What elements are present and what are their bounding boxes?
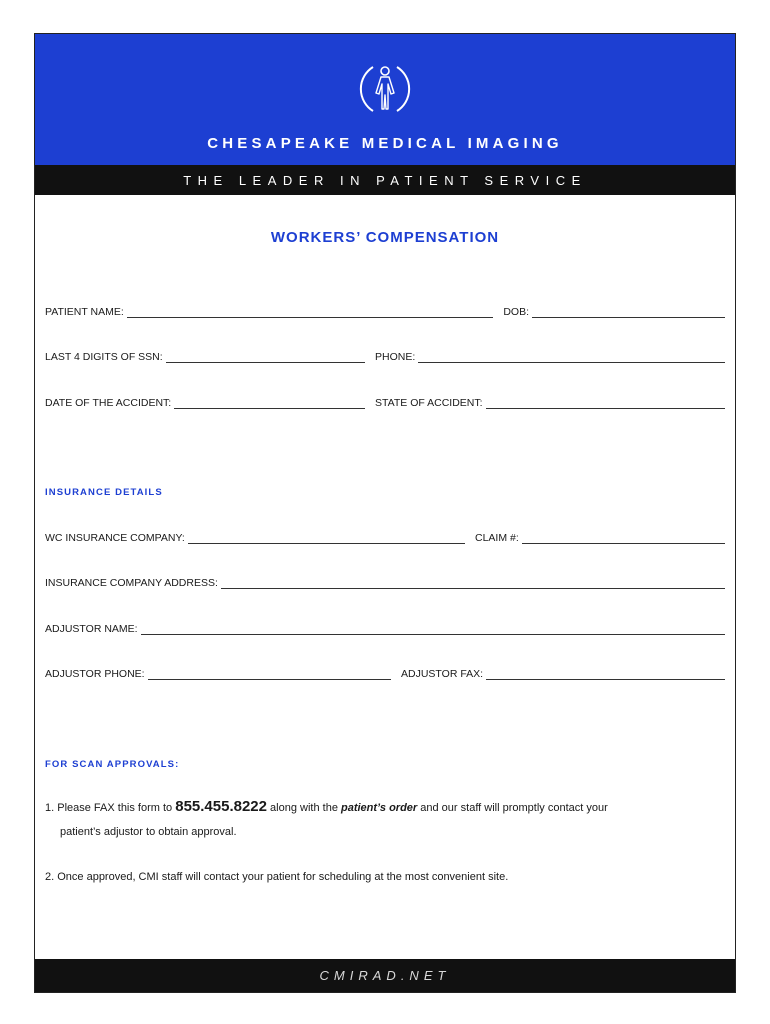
- patient-name-label: PATIENT NAME:: [45, 306, 124, 318]
- adjustor-name-label: ADJUSTOR NAME:: [45, 623, 138, 635]
- patient-name-field[interactable]: [45, 306, 493, 318]
- approval-step-1-line-1: [45, 795, 725, 820]
- accident-date-label: DATE OF THE ACCIDENT:: [45, 397, 172, 409]
- adjustor-phone-label: ADJUSTOR PHONE:: [45, 668, 145, 680]
- insurance-address-field[interactable]: [45, 577, 725, 589]
- form-title: WORKERS’ COMPENSATION: [270, 229, 500, 246]
- phone-field[interactable]: [375, 351, 725, 363]
- insurance-address-row: [45, 573, 725, 589]
- step-1-prefix: 1. Please FAX this form to: [45, 802, 176, 814]
- footer-banner: [35, 959, 735, 992]
- adjustor-name-line[interactable]: [141, 624, 725, 635]
- adjustor-name-field[interactable]: [45, 623, 725, 635]
- tagline: THE LEADER IN PATIENT SERVICE: [183, 173, 587, 188]
- approval-step-1-line-2: patient’s adjustor to obtain approval.: [60, 826, 237, 838]
- ssn-field[interactable]: [45, 351, 365, 363]
- accident-state-field[interactable]: [375, 397, 725, 409]
- approval-step-1: [45, 795, 725, 844]
- header-banner: [35, 34, 735, 165]
- approvals-heading: FOR SCAN APPROVALS:: [45, 759, 180, 770]
- org-name: CHESAPEAKE MEDICAL IMAGING: [207, 135, 563, 152]
- accident-date-field[interactable]: [45, 397, 365, 409]
- person-in-circle-icon: [351, 55, 419, 123]
- insurance-company-row: [45, 528, 725, 544]
- accident-date-line[interactable]: [174, 398, 365, 409]
- adjustor-phone-field[interactable]: [45, 668, 391, 680]
- dob-label: DOB:: [503, 306, 529, 318]
- insurance-company-label: WC INSURANCE COMPANY:: [45, 532, 185, 544]
- insurance-company-line[interactable]: [188, 533, 465, 544]
- patient-name-row: [45, 302, 725, 318]
- insurance-address-label: INSURANCE COMPANY ADDRESS:: [45, 577, 218, 589]
- phone-label: PHONE:: [375, 351, 416, 363]
- claim-label: CLAIM #:: [475, 532, 519, 544]
- ssn-phone-row: [45, 347, 725, 363]
- insurance-address-line[interactable]: [221, 578, 725, 589]
- accident-state-line[interactable]: [486, 398, 725, 409]
- insurance-heading: INSURANCE DETAILS: [45, 487, 163, 498]
- claim-line[interactable]: [522, 533, 725, 544]
- adjustor-name-row: [45, 619, 725, 635]
- step-1-mid: along with the: [267, 802, 341, 814]
- insurance-company-field[interactable]: [45, 532, 465, 544]
- form-sheet: [34, 33, 736, 993]
- patients-order-emphasis: patient’s order: [341, 802, 418, 814]
- ssn-label: LAST 4 DIGITS OF SSN:: [45, 351, 163, 363]
- dob-line[interactable]: [532, 307, 725, 318]
- adjustor-fax-field[interactable]: [401, 668, 725, 680]
- adjustor-fax-line[interactable]: [486, 669, 725, 680]
- adjustor-phone-line[interactable]: [148, 669, 391, 680]
- adjustor-fax-label: ADJUSTOR FAX:: [401, 668, 484, 680]
- tagline-banner: [35, 165, 735, 195]
- adjustor-contact-row: [45, 664, 725, 680]
- website-link[interactable]: CMIRAD.NET: [319, 968, 451, 983]
- ssn-line[interactable]: [166, 352, 365, 363]
- phone-line[interactable]: [418, 352, 725, 363]
- fax-number: 855.455.8222: [175, 798, 267, 815]
- step-1-suffix: and our staff will promptly contact your: [417, 802, 608, 814]
- patient-name-line[interactable]: [127, 307, 494, 318]
- approval-step-2: 2. Once approved, CMI staff will contact your patient for scheduling at the most convenient site.: [45, 871, 509, 883]
- claim-field[interactable]: [475, 532, 725, 544]
- dob-field[interactable]: [503, 306, 725, 318]
- accident-row: [45, 393, 725, 409]
- accident-state-label: STATE OF ACCIDENT:: [375, 397, 483, 409]
